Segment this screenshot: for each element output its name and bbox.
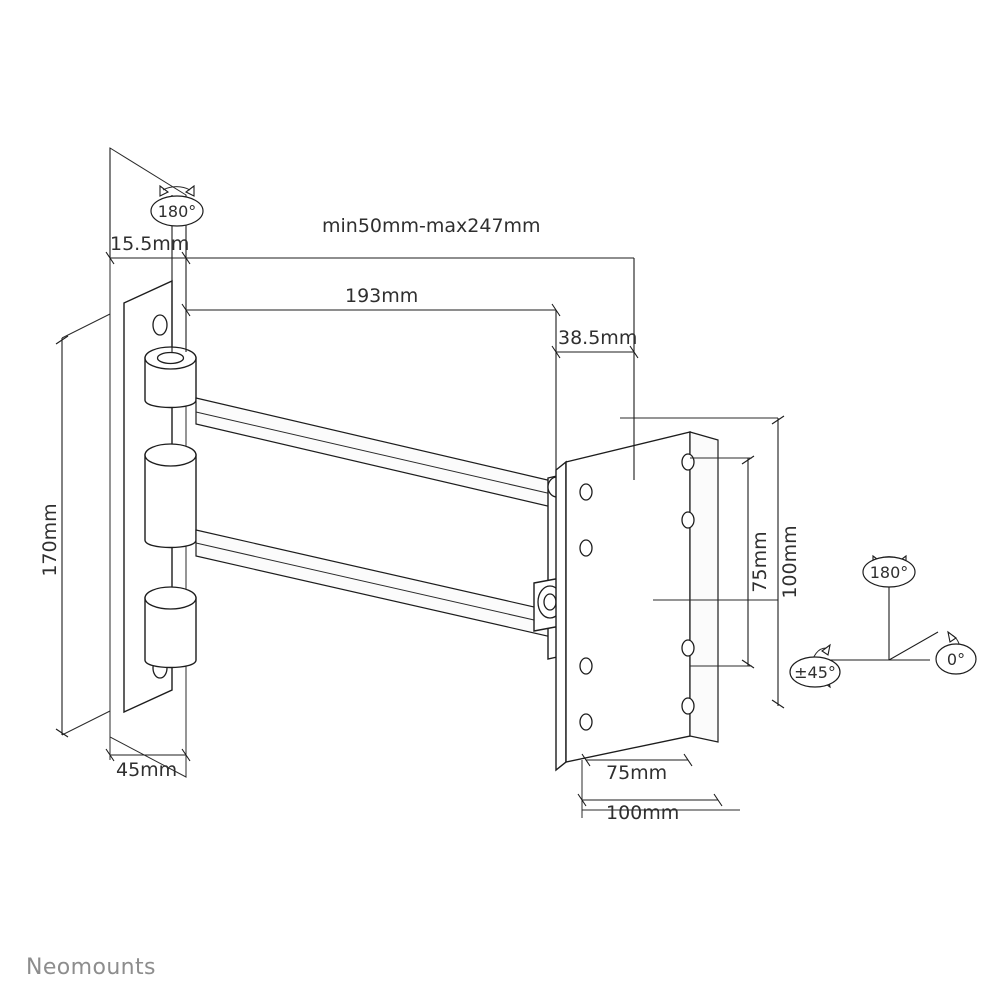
label-extension-range: min50mm-max247mm — [322, 215, 541, 237]
rotation-indicator-group — [790, 556, 976, 687]
vesa-plate — [556, 432, 718, 770]
label-vesa-100mm-vertical: 100mm — [779, 525, 801, 599]
label-vesa-75mm-horizontal: 75mm — [606, 762, 668, 784]
label-38-5mm: 38.5mm — [558, 327, 638, 349]
label-0-degrees: 0° — [946, 650, 966, 669]
label-45mm: 45mm — [116, 759, 178, 781]
hinge-barrels — [145, 347, 196, 668]
label-170mm: 170mm — [39, 503, 61, 577]
arm-assembly — [196, 398, 556, 638]
dimension-vesa-100mm-horizontal — [578, 794, 722, 824]
dimension-170mm — [39, 336, 68, 737]
dimension-45mm — [106, 737, 190, 781]
label-vesa-100mm-horizontal: 100mm — [606, 802, 680, 824]
label-180-top: 180° — [157, 202, 197, 221]
label-180-rotation: 180° — [869, 563, 909, 582]
label-15-5mm: 15.5mm — [110, 233, 190, 255]
dimension-vesa-75mm-horizontal — [582, 754, 692, 784]
brand-logo: Neomounts — [26, 955, 156, 980]
dimension-38-5mm — [552, 327, 638, 358]
label-193mm: 193mm — [345, 285, 419, 307]
label-vesa-75mm-vertical: 75mm — [749, 531, 771, 593]
label-tilt-45: ±45° — [794, 663, 836, 682]
